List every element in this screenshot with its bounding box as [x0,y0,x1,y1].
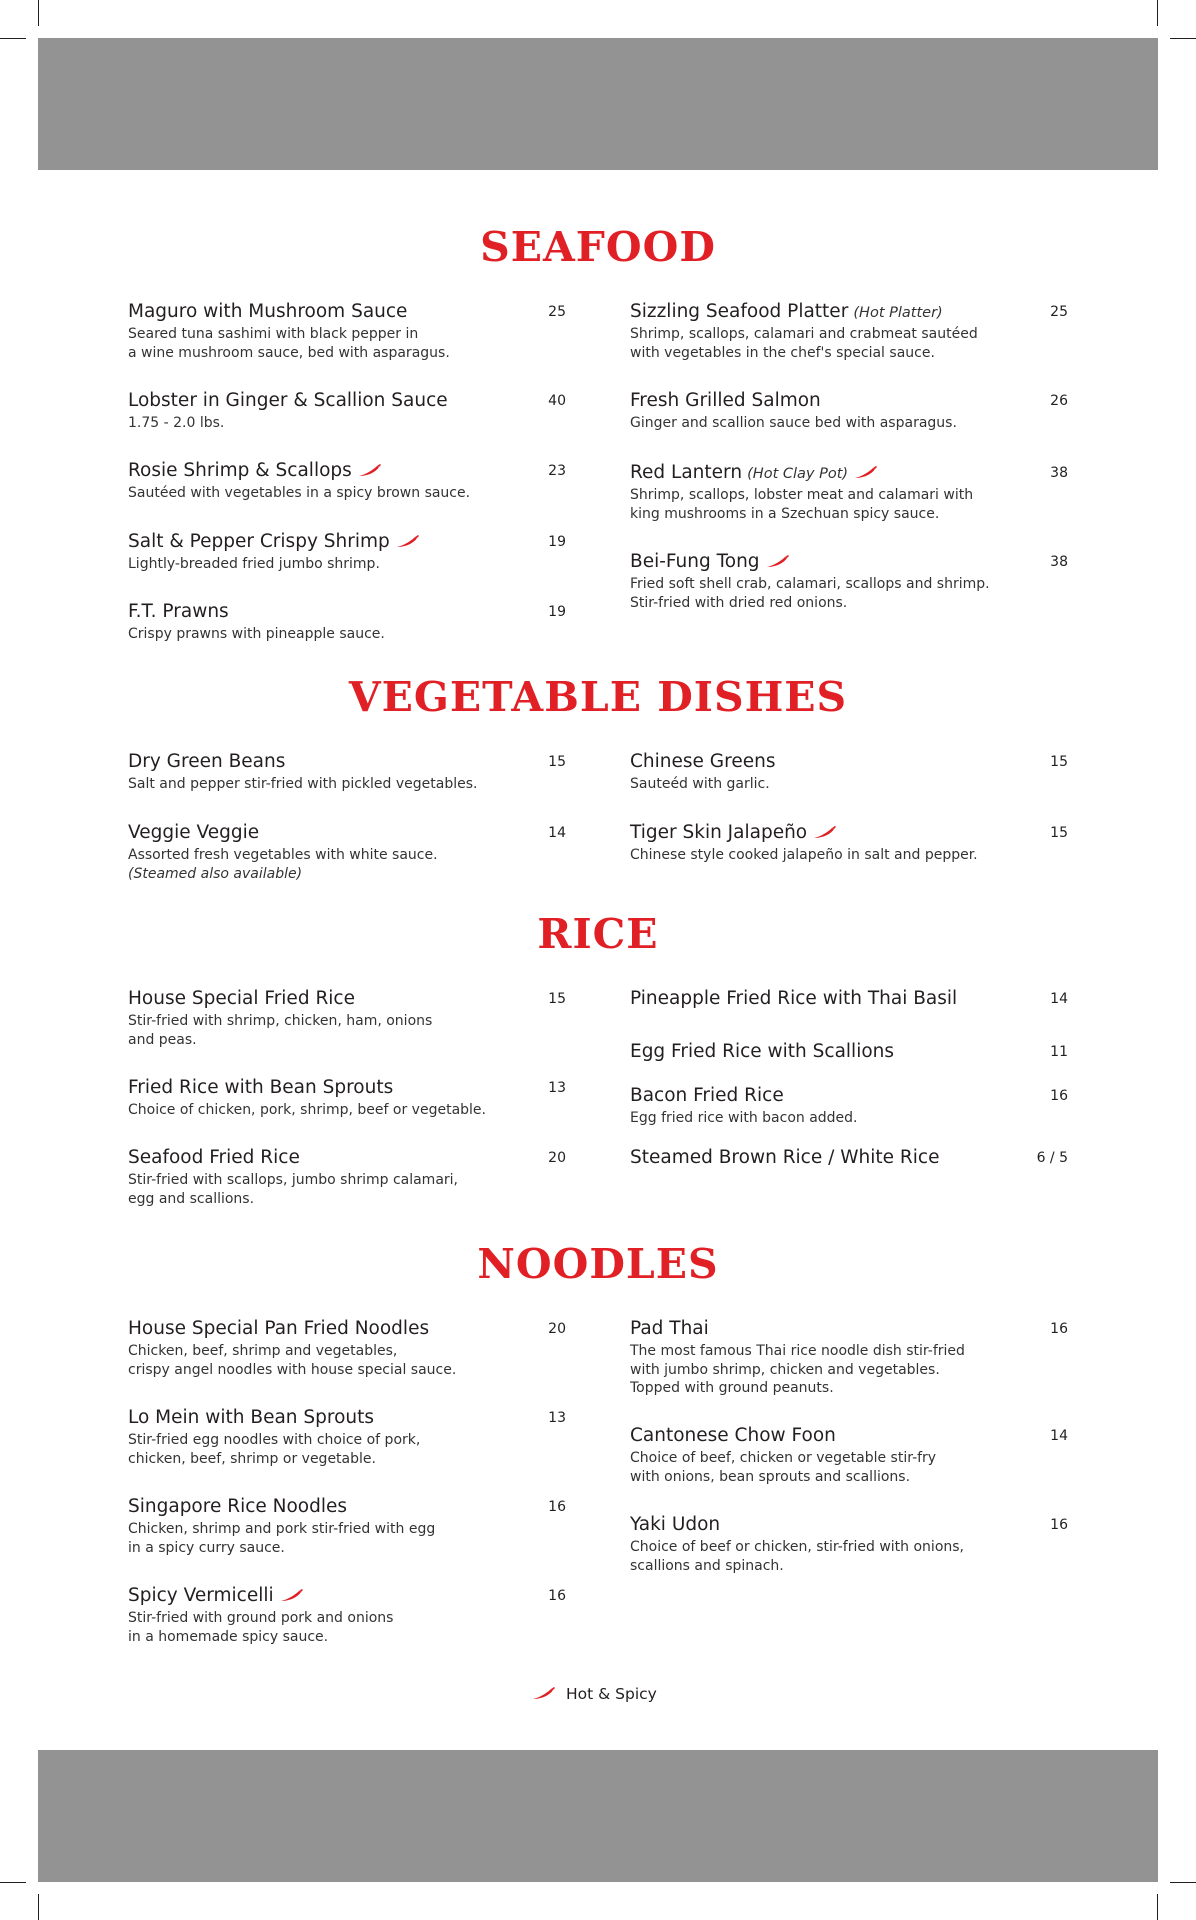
description-line: Ginger and scallion sauce bed with asparagus. [630,415,957,431]
menu-item [128,300,566,362]
menu-item-description [630,486,1068,523]
menu-item-header [630,987,1068,1011]
menu-item-description [128,555,566,574]
menu-item-name: Veggie Veggie [128,822,260,843]
menu-item-description [630,414,1068,433]
menu-item-description [128,325,566,362]
menu-item-price: 26 [1050,393,1068,409]
description-line: crispy angel noodles with house special sauce. [128,1361,457,1378]
menu-item-header [630,1424,1068,1448]
description-line: Stir-fried with dried red onions. [630,594,848,611]
section-title-seafood: SEAFOOD [480,223,716,271]
description-line: Stir-fried with shrimp, chicken, ham, onions [128,1013,433,1029]
menu-item-name: Dry Green Beans [128,751,286,772]
menu-item-price: 15 [1050,754,1068,770]
menu-item-note: (Hot Clay Pot) [747,466,849,482]
menu-item [128,459,566,503]
menu-item [128,1076,566,1120]
menu-item-name: Salt & Pepper Crispy Shrimp [128,531,390,552]
description-line: egg and scallions. [128,1190,255,1207]
menu-item [128,600,566,644]
menu-item-name: Steamed Brown Rice / White Rice [630,1147,940,1168]
menu-item-header [128,750,566,774]
menu-item-header [630,300,1068,324]
menu-item [630,821,1068,865]
description-line: Sautéed with vegetables in a spicy brown sauce. [128,485,471,501]
description-line: with jumbo shrimp, chicken and vegetables. [630,1361,940,1378]
menu-item-price: 15 [1050,825,1068,841]
chili-pepper-icon [813,825,837,839]
menu-item-description [128,414,566,433]
description-line: Stir-fried egg noodles with choice of pork, [128,1432,421,1448]
menu-item [630,1040,1068,1064]
menu-item [630,750,1068,794]
description-line: Chinese style cooked jalapeño in salt and pepper. [630,847,978,863]
menu-item-header [630,821,1068,845]
description-line: scallions and spinach. [630,1557,784,1574]
menu-item-description [128,1609,566,1646]
menu-item-description [128,775,566,794]
description-line: 1.75 - 2.0 lbs. [128,415,225,431]
crop-mark [1170,1882,1196,1883]
menu-item-header [128,1406,566,1430]
menu-item-price: 15 [548,754,566,770]
menu-item-name: Yaki Udon [630,1514,721,1535]
menu-item [630,987,1068,1011]
menu-item-price: 16 [1050,1088,1068,1104]
menu-item-name: Egg Fried Rice with Scallions [630,1041,895,1062]
menu-item-description [630,325,1068,362]
menu-item [630,1317,1068,1398]
menu-item-header [128,600,566,624]
menu-item-description [128,1520,566,1557]
menu-item-header [630,1040,1068,1064]
menu-item [630,300,1068,362]
menu-item-price: 16 [548,1499,566,1515]
menu-item-name: Maguro with Mushroom Sauce [128,301,408,322]
menu-item [128,987,566,1049]
menu-item-description [630,1449,1068,1486]
description-line: Sauteéd with garlic. [630,776,770,792]
menu-item-price: 15 [548,991,566,1007]
chili-pepper-icon [358,463,382,477]
description-line: Chicken, beef, shrimp and vegetables, [128,1343,398,1359]
menu-item [128,1584,566,1646]
description-line: chicken, beef, shrimp or vegetable. [128,1450,376,1467]
menu-item-name: Fried Rice with Bean Sprouts [128,1077,394,1098]
description-line: with vegetables in the chef's special sauce. [630,344,935,361]
menu-item-header [128,530,566,554]
description-line: Egg fried rice with bacon added. [630,1110,858,1126]
menu-item-name: Spicy Vermicelli [128,1585,274,1606]
menu-item-name: Pad Thai [630,1318,709,1339]
description-line: in a spicy curry sauce. [128,1539,285,1556]
description-line: Crispy prawns with pineapple sauce. [128,626,385,642]
description-line: Choice of beef, chicken or vegetable stir-fry [630,1450,937,1466]
menu-item-name: Red Lantern [630,462,743,483]
menu-item-price: 11 [1050,1044,1068,1060]
crop-mark [0,38,26,39]
description-line: Stir-fried with ground pork and onions [128,1610,394,1626]
menu-item-name: Sizzling Seafood Platter [630,301,849,322]
menu-item-price: 13 [548,1080,566,1096]
menu-item [128,530,566,574]
menu-item-price: 14 [548,825,566,841]
menu-item-note: (Hot Platter) [853,305,943,321]
description-line: king mushrooms in a Szechuan spicy sauce. [630,505,940,522]
chili-pepper-icon [854,465,878,479]
menu-item-description [630,575,1068,612]
menu-item-price: 38 [1050,554,1068,570]
menu-item-name: Rosie Shrimp & Scallops [128,460,352,481]
menu-item-name: Bei-Fung Tong [630,551,760,572]
menu-item-price: 13 [548,1410,566,1426]
menu-item [630,389,1068,433]
crop-mark [38,1894,39,1920]
menu-item [630,550,1068,612]
menu-item-header [128,300,566,324]
menu-item-price: 20 [548,1150,566,1166]
menu-item-header [128,1076,566,1100]
menu-item-name: Lo Mein with Bean Sprouts [128,1407,375,1428]
menu-item-name: Singapore Rice Noodles [128,1496,348,1517]
description-line: and peas. [128,1031,197,1048]
crop-mark [1170,38,1196,39]
menu-item-price: 14 [1050,991,1068,1007]
menu-item-name: Lobster in Ginger & Scallion Sauce [128,390,448,411]
menu-item-price: 6 / 5 [1036,1150,1068,1166]
menu-item-price: 19 [548,534,566,550]
menu-item-description [630,1342,1068,1398]
menu-item-header [630,1146,1068,1170]
menu-item-name: Seafood Fried Rice [128,1147,300,1168]
section-title-noodles: NOODLES [477,1240,719,1288]
description-line: in a homemade spicy sauce. [128,1628,329,1645]
menu-item-price: 14 [1050,1428,1068,1444]
menu-item-price: 25 [548,304,566,320]
menu-item-description [128,625,566,644]
description-line: with onions, bean sprouts and scallions. [630,1468,911,1485]
menu-item [630,461,1068,523]
menu-item [630,1084,1068,1128]
menu-item-header [630,1317,1068,1341]
menu-item-name: Chinese Greens [630,751,776,772]
chili-pepper-icon [280,1588,304,1602]
menu-item-header [630,1084,1068,1108]
menu-item-name: House Special Pan Fried Noodles [128,1318,430,1339]
hot-spicy-legend [532,1682,657,1706]
crop-mark [0,1882,26,1883]
section-title-rice: RICE [537,910,659,958]
menu-item [630,1424,1068,1486]
menu-item-header [128,1317,566,1341]
menu-item-price: 23 [548,463,566,479]
menu-item-header [630,389,1068,413]
menu-item [630,1513,1068,1575]
menu-item-description [128,846,566,883]
menu-item-price: 16 [548,1588,566,1604]
menu-item [630,1146,1068,1170]
menu-item-header [128,821,566,845]
menu-item-description [128,1431,566,1468]
header-band [38,38,1158,170]
description-line: a wine mushroom sauce, bed with asparagus. [128,344,450,361]
menu-item-header [128,389,566,413]
menu-item-header [128,1146,566,1170]
menu-item-header [128,459,566,483]
chili-pepper-icon [396,534,420,548]
menu-item-description [630,846,1068,865]
description-note: (Steamed also available) [128,865,303,882]
menu-item [128,750,566,794]
menu-item-price: 20 [548,1321,566,1337]
description-line: Shrimp, scallops, lobster meat and calamari with [630,487,974,503]
menu-item-header [630,1513,1068,1537]
description-line: Topped with ground peanuts. [630,1380,834,1396]
menu-item [128,1406,566,1468]
menu-item-header [630,550,1068,574]
menu-item-description [128,1101,566,1120]
menu-item-description [128,1342,566,1379]
chili-pepper-icon [766,554,790,568]
menu-item-header [128,1584,566,1608]
description-line: Salt and pepper stir-fried with pickled vegetables. [128,776,478,792]
menu-item-price: 40 [548,393,566,409]
menu-item-name: House Special Fried Rice [128,988,355,1009]
description-line: The most famous Thai rice noodle dish stir-fried [630,1343,965,1359]
description-line: Chicken, shrimp and pork stir-fried with egg [128,1521,436,1537]
menu-item-description [128,1012,566,1049]
crop-mark [1157,1894,1158,1920]
crop-mark [1157,0,1158,26]
menu-item-header [630,461,1068,485]
menu-item-price: 38 [1050,465,1068,481]
menu-item-description [630,775,1068,794]
description-line: Shrimp, scallops, calamari and crabmeat sautéed [630,326,978,342]
menu-item-description [128,484,566,503]
crop-mark [38,0,39,26]
description-line: Seared tuna sashimi with black pepper in [128,326,419,342]
menu-item-price: 16 [1050,1517,1068,1533]
description-line: Choice of beef or chicken, stir-fried with onions, [630,1539,964,1555]
menu-item-name: Tiger Skin Jalapeño [630,822,808,843]
description-line: Fried soft shell crab, calamari, scallops and shrimp. [630,576,990,592]
menu-item [128,1495,566,1557]
footer-band [38,1750,1158,1882]
menu-item-name: Cantonese Chow Foon [630,1425,836,1446]
section-title-vegetable-dishes: VEGETABLE DISHES [348,673,848,721]
description-line: Assorted fresh vegetables with white sauce. [128,847,438,863]
hot-spicy-label: Hot & Spicy [566,1685,657,1703]
menu-item [128,821,566,883]
menu-item-name: Fresh Grilled Salmon [630,390,821,411]
chili-pepper-icon [532,1686,556,1700]
menu-item [128,1317,566,1379]
menu-item-header [630,750,1068,774]
menu-item-name: Pineapple Fried Rice with Thai Basil [630,988,958,1009]
menu-item-description [630,1109,1068,1128]
menu-item-price: 19 [548,604,566,620]
menu-item-price: 25 [1050,304,1068,320]
menu-item-header [128,987,566,1011]
description-line: Stir-fried with scallops, jumbo shrimp calamari, [128,1172,458,1188]
menu-item-name: Bacon Fried Rice [630,1085,784,1106]
menu-item-name: F.T. Prawns [128,601,229,622]
description-line: Choice of chicken, pork, shrimp, beef or vegetable. [128,1102,486,1118]
menu-item [128,1146,566,1208]
menu-item-price: 16 [1050,1321,1068,1337]
menu-item-header [128,1495,566,1519]
menu-item [128,389,566,433]
menu-item-description [630,1538,1068,1575]
menu-item-description [128,1171,566,1208]
description-line: Lightly-breaded fried jumbo shrimp. [128,556,380,572]
